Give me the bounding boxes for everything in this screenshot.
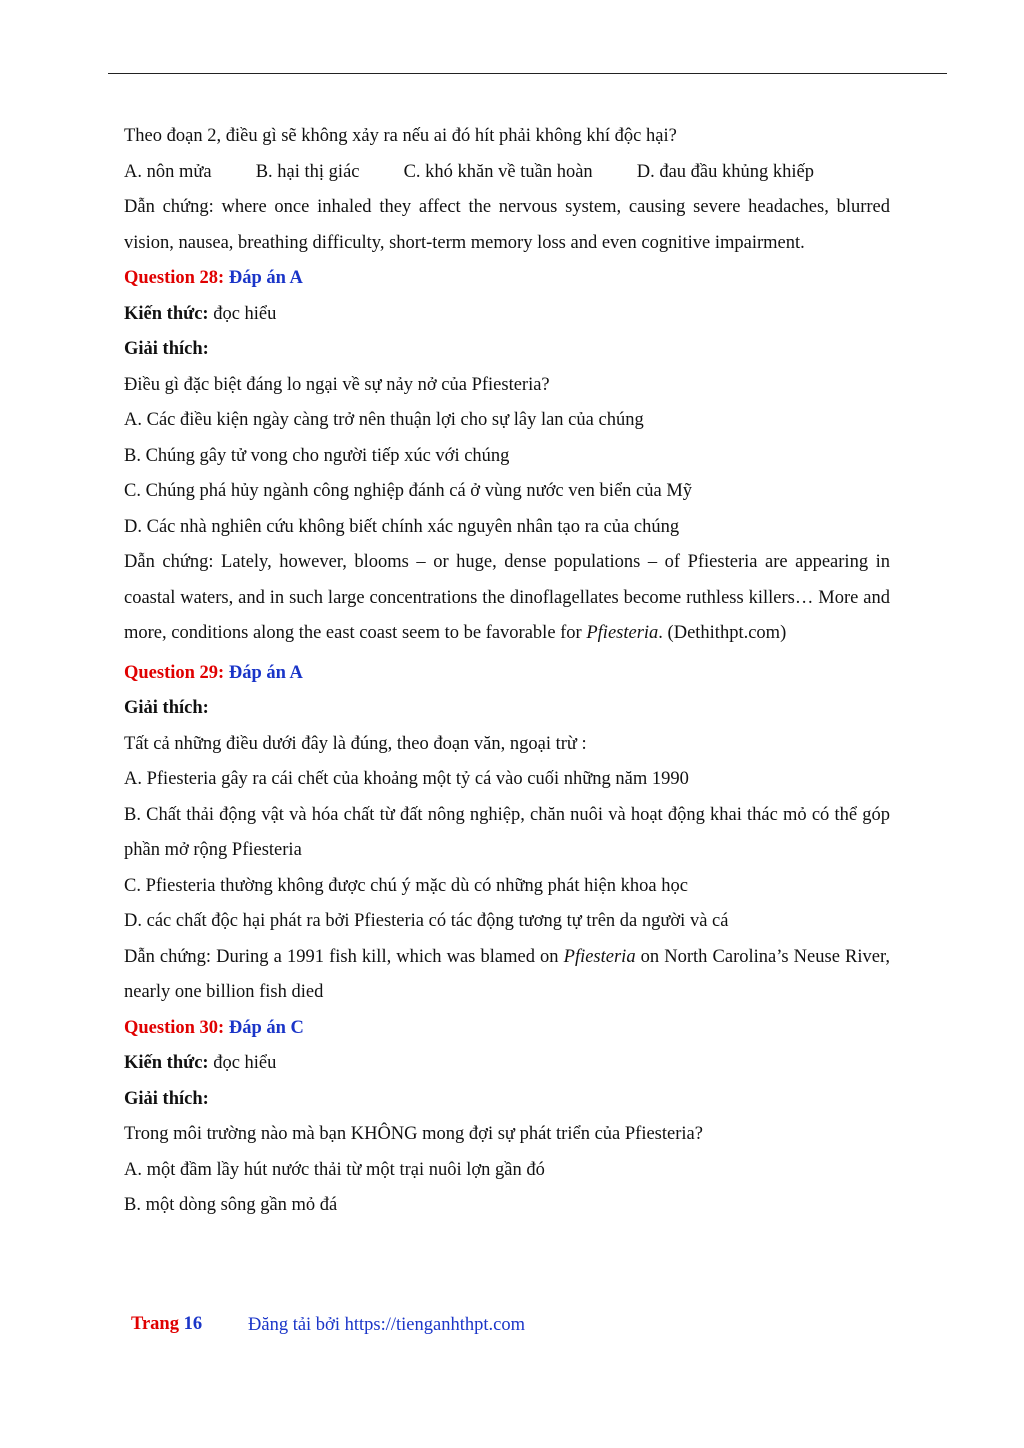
uploaded-by-link[interactable]: Đăng tải bởi https://tienganhthpt.com <box>248 1315 525 1335</box>
question-number: Question 28: <box>124 268 225 288</box>
knowledge-line <box>124 297 890 333</box>
option-a: A. một đầm lầy hút nước thải từ một trại nuôi lợn gần đó <box>124 1159 545 1180</box>
question-number: Question 29: <box>124 662 225 683</box>
evidence-text: Dẫn chứng: where once inhaled they affect the nervous system, causing severe headaches, blurred vision, nausea, breathing difficulty, short-term memory loss and even cognitive impairment. <box>124 197 890 253</box>
page-number: 16 <box>183 1314 203 1334</box>
option-c: C. khó khăn về tuần hoàn <box>403 161 593 182</box>
page-label: Trang <box>131 1314 179 1334</box>
question-text: Tất cả những điều dưới đây là đúng, theo đoạn văn, ngoại trừ : <box>124 733 587 754</box>
header-rule <box>108 73 947 74</box>
evidence-text <box>124 545 890 652</box>
question-heading <box>124 261 890 297</box>
evidence-italic: Pfiesteria <box>563 946 636 967</box>
knowledge-label: Kiến thức: <box>124 303 209 324</box>
evidence-text <box>124 940 890 1011</box>
question-heading <box>124 656 890 692</box>
evidence-main: Dẫn chứng: Lately, however, blooms – or huge, dense populations – of Pfiesteria are appearing in coastal waters, and in such large concentrations the dinoflagellates become ruthless killers… More and more, conditions along the east coast seem to be favorable for <box>124 552 890 643</box>
knowledge-value: đọc hiểu <box>208 1053 277 1073</box>
option-b: B. Chất thải động vật và hóa chất từ đất nông nghiệp, chăn nuôi và hoạt động khai thác mỏ có thể góp phần mở rộng Pfiesteria <box>124 804 890 860</box>
answer-key: Đáp án A <box>228 268 303 288</box>
option-a: A. Pfiesteria gây ra cái chết của khoảng một tỷ cá vào cuối những năm 1990 <box>124 769 689 789</box>
question-text: Theo đoạn 2, điều gì sẽ không xảy ra nếu ai đó hít phải không khí độc hại? <box>124 126 677 146</box>
question-heading <box>124 1011 890 1047</box>
option-a: A. Các điều kiện ngày càng trở nên thuận lợi cho sự lây lan của chúng <box>124 410 644 430</box>
option-c: C. Chúng phá hủy ngành công nghiệp đánh cá ở vùng nước ven biển của Mỹ <box>124 481 693 501</box>
question-text: Điều gì đặc biệt đáng lo ngại về sự nảy nở của Pfiesteria? <box>124 374 550 395</box>
knowledge-label: Kiến thức: <box>124 1053 209 1073</box>
explanation-label: Giải thích: <box>124 1088 209 1109</box>
option-b: B. hại thị giác <box>255 161 360 182</box>
page-footer <box>131 1314 525 1335</box>
question-number: Question 30: <box>124 1017 225 1038</box>
option-b: B. một dòng sông gần mỏ đá <box>124 1195 338 1215</box>
knowledge-value: đọc hiểu <box>208 303 277 324</box>
answer-key: Đáp án A <box>228 662 303 683</box>
evidence-after: on North Carolina’s Neuse River, nearly one billion fish died <box>124 946 890 1002</box>
option-d: D. Các nhà nghiên cứu không biết chính xác nguyên nhân tạo ra của chúng <box>124 516 680 537</box>
option-a: A. nôn mửa <box>124 161 212 182</box>
knowledge-line <box>124 1046 890 1082</box>
page-content <box>124 119 890 1224</box>
option-d: D. đau đầu khủng khiếp <box>636 161 814 182</box>
explanation-label: Giải thích: <box>124 339 209 359</box>
evidence-after: . (Dethithpt.com) <box>658 623 787 643</box>
evidence-italic: Pfiesteria <box>586 623 659 643</box>
option-c: C. Pfiesteria thường không được chú ý mặc dù có những phát hiện khoa học <box>124 875 688 896</box>
answer-key: Đáp án C <box>228 1017 304 1038</box>
option-d: D. các chất độc hại phát ra bởi Pfiesteria có tác động tương tự trên da người và cá <box>124 911 729 931</box>
option-b: B. Chúng gây tử vong cho người tiếp xúc với chúng <box>124 445 510 466</box>
question-text: Trong môi trường nào mà bạn KHÔNG mong đợi sự phát triển của Pfiesteria? <box>124 1124 703 1144</box>
answer-options <box>124 155 814 191</box>
evidence-main: Dẫn chứng: During a 1991 fish kill, which was blamed on <box>124 946 564 967</box>
explanation-label: Giải thích: <box>124 698 209 718</box>
